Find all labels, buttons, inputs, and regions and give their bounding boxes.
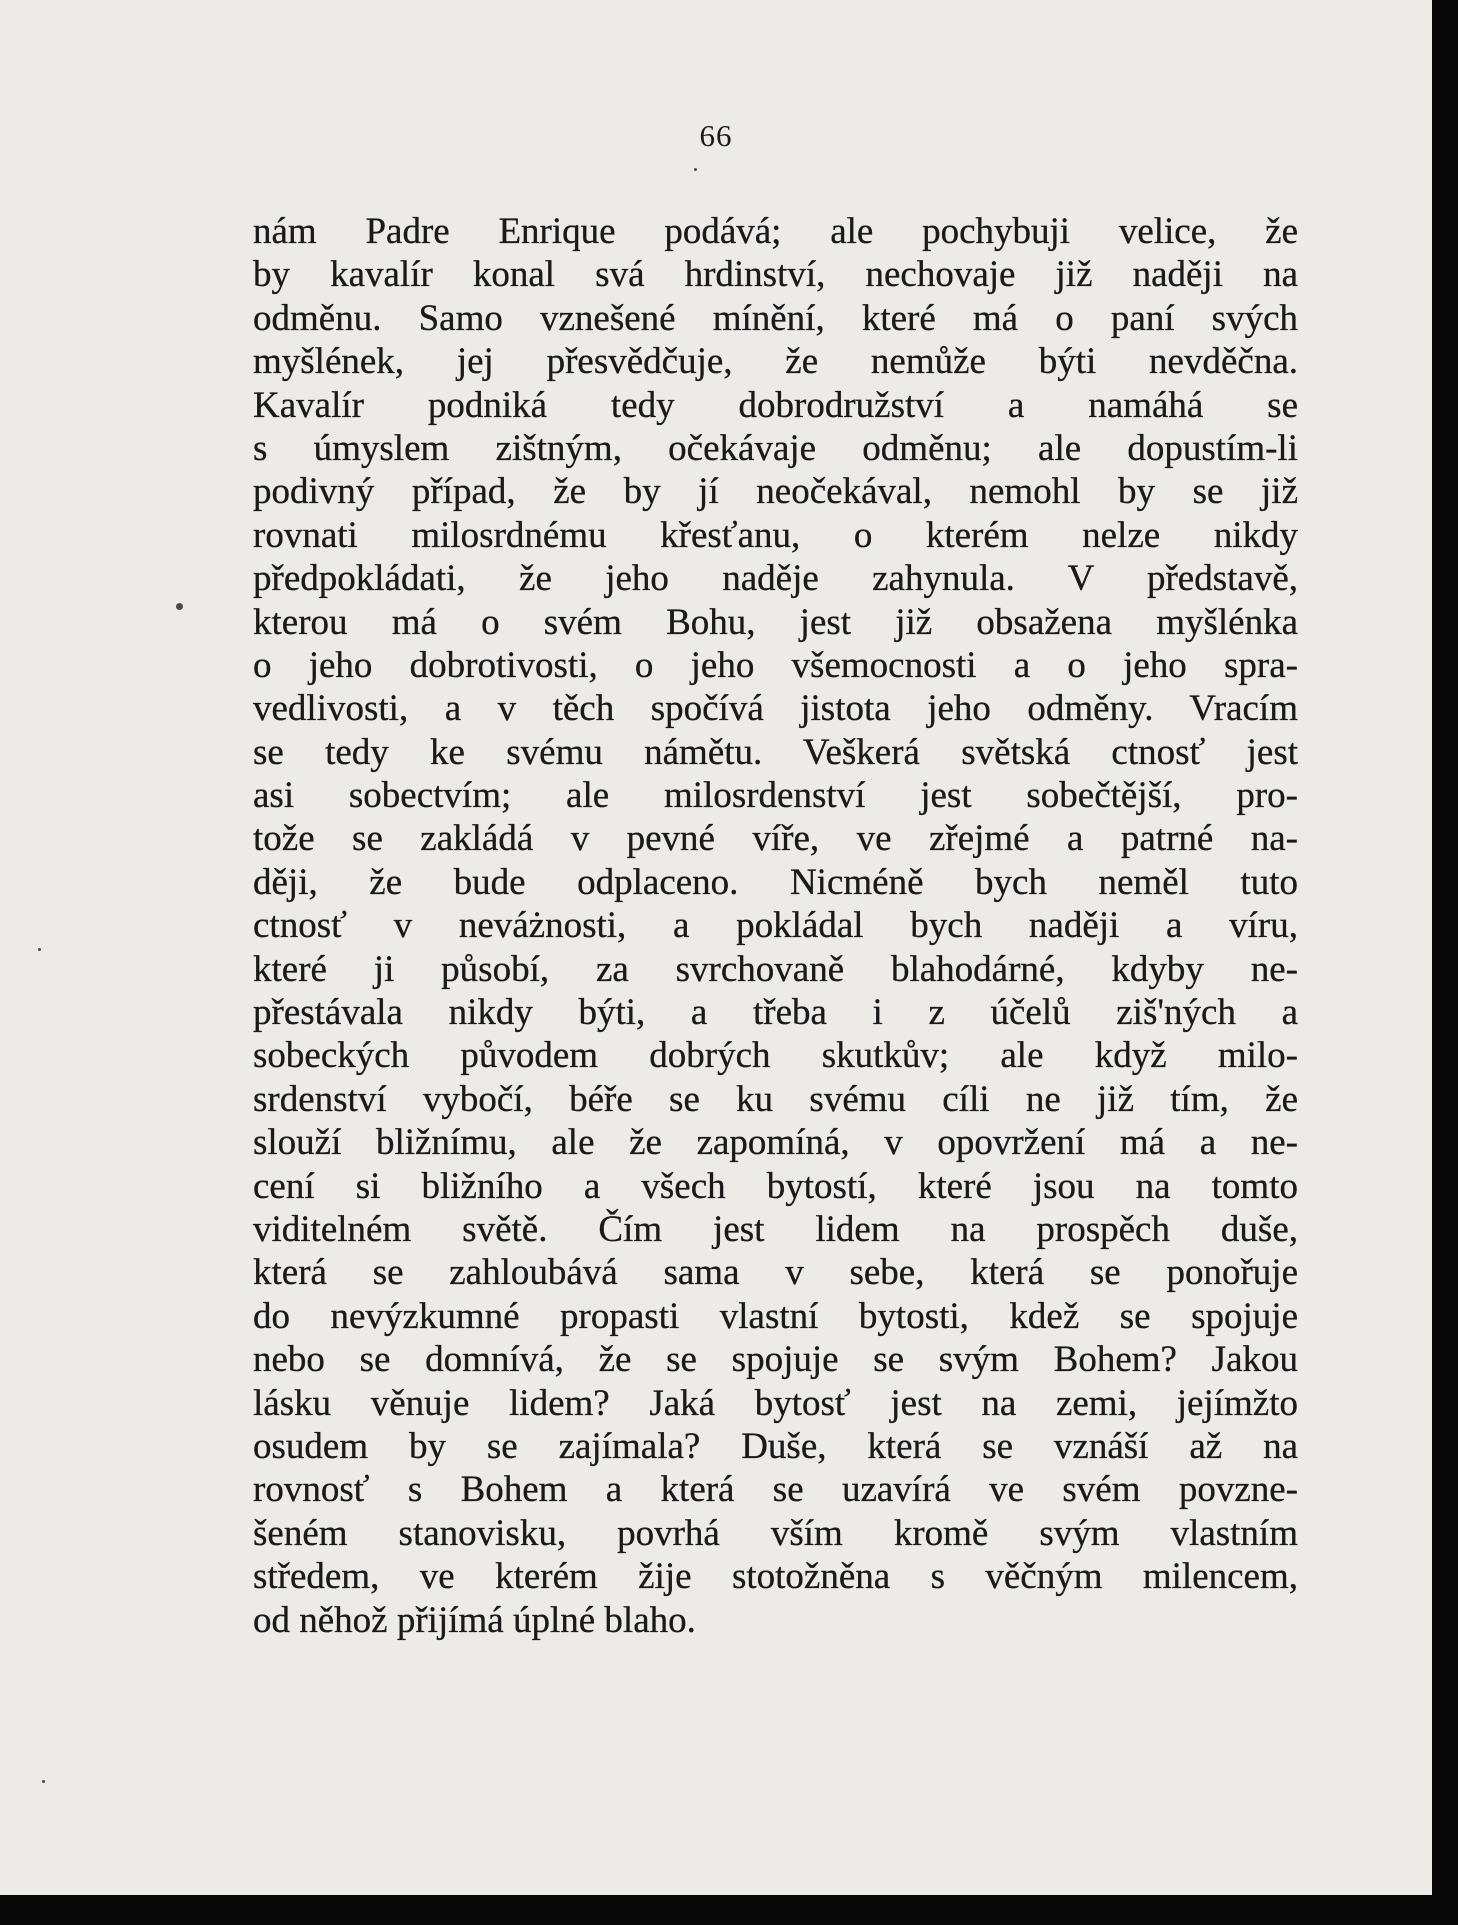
body-text (253, 210, 1298, 1642)
text-line: se tedy ke svému námětu. Veškerá světská ctnosť jest (253, 731, 1298, 773)
text-line: rovnati milosrdnému křesťanu, o kterém nelze nikdy (253, 514, 1298, 556)
text-line: sobeckých původem dobrých skutkův; ale když milo- (253, 1035, 1298, 1077)
scan-speck (38, 948, 41, 951)
text-line: lásku věnuje lidem? Jaká bytosť jest na zemi, jejímžto (253, 1382, 1298, 1424)
text-line: nám Padre Enrique podává; ale pochybuji velice, že (253, 211, 1298, 252)
text-line: s úmyslem zištným, očekávaje odměnu; ale dopustím-li (253, 427, 1298, 469)
text-line: myšlének, jej přesvědčuje, že nemůže býti nevděčna. (253, 341, 1298, 383)
text-line: šeném stanovisku, povrhá vším kromě svým vlastním (253, 1512, 1298, 1554)
text-line: by kavalír konal svá hrdinství, nechovaje již naději na (253, 254, 1298, 296)
scan-speck (42, 1780, 45, 1783)
text-line: které ji působí, za svrchovaně blahodárné, kdyby ne- (253, 948, 1298, 990)
text-line: odměnu. Samo vznešené mínění, které má o paní svých (253, 297, 1298, 339)
text-line: středem, ve kterém žije stotožněna s věčným milencem, (253, 1556, 1298, 1598)
text-line: ději, že bude odplaceno. Nicméně bych neměl tuto (253, 861, 1298, 903)
scan-speck (694, 168, 697, 171)
text-line: do nevýzkumné propasti vlastní bytosti, kdež se spojuje (253, 1295, 1298, 1337)
text-line: tože se zakládá v pevné víře, ve zřejmé a patrné na- (253, 818, 1298, 860)
text-line: asi sobectvím; ale milosrdenství jest sobečtější, pro- (253, 775, 1298, 817)
text-line: Kavalír podniká tedy dobrodružství a namáhá se (253, 384, 1298, 426)
text-line: kterou má o svém Bohu, jest již obsažena myšlénka (253, 601, 1298, 643)
text-line: o jeho dobrotivosti, o jeho všemocnosti a o jeho spra- (253, 644, 1298, 686)
text-line: od něhož přijímá úplné blaho. (253, 1599, 696, 1641)
text-line: slouží bližnímu, ale že zapomíná, v opovržení má a ne- (253, 1122, 1298, 1164)
text-line: přestávala nikdy býti, a třeba i z účelů ziš'ných a (253, 992, 1298, 1034)
scan-speck (176, 603, 183, 610)
scan-border-right (1432, 0, 1458, 1925)
scan-border-bottom (0, 1895, 1458, 1925)
text-line: osudem by se zajímala? Duše, která se vznáší až na (253, 1425, 1298, 1467)
text-line: předpokládati, že jeho naděje zahynula. V představě, (253, 558, 1298, 600)
text-line: srdenství vybočí, béře se ku svému cíli ne již tím, že (253, 1078, 1298, 1120)
text-line: rovnosť s Bohem a která se uzavírá ve svém povzne- (253, 1469, 1298, 1511)
text-line: vedlivosti, a v těch spočívá jistota jeho odměny. Vracím (253, 688, 1298, 730)
page-number: 66 (699, 118, 733, 153)
text-line: nebo se domnívá, že se spojuje se svým Bohem? Jakou (253, 1339, 1298, 1381)
text-line: ctnosť v neváżnosti, a pokládal bych naději a víru, (253, 905, 1298, 947)
text-line: podivný případ, že by jí neočekával, nemohl by se již (253, 471, 1298, 513)
text-line: která se zahloubává sama v sebe, která se ponořuje (253, 1252, 1298, 1294)
text-line: cení si bližního a všech bytostí, které jsou na tomto (253, 1165, 1298, 1207)
text-line: viditelném světě. Čím jest lidem na prospěch duše, (253, 1208, 1298, 1250)
